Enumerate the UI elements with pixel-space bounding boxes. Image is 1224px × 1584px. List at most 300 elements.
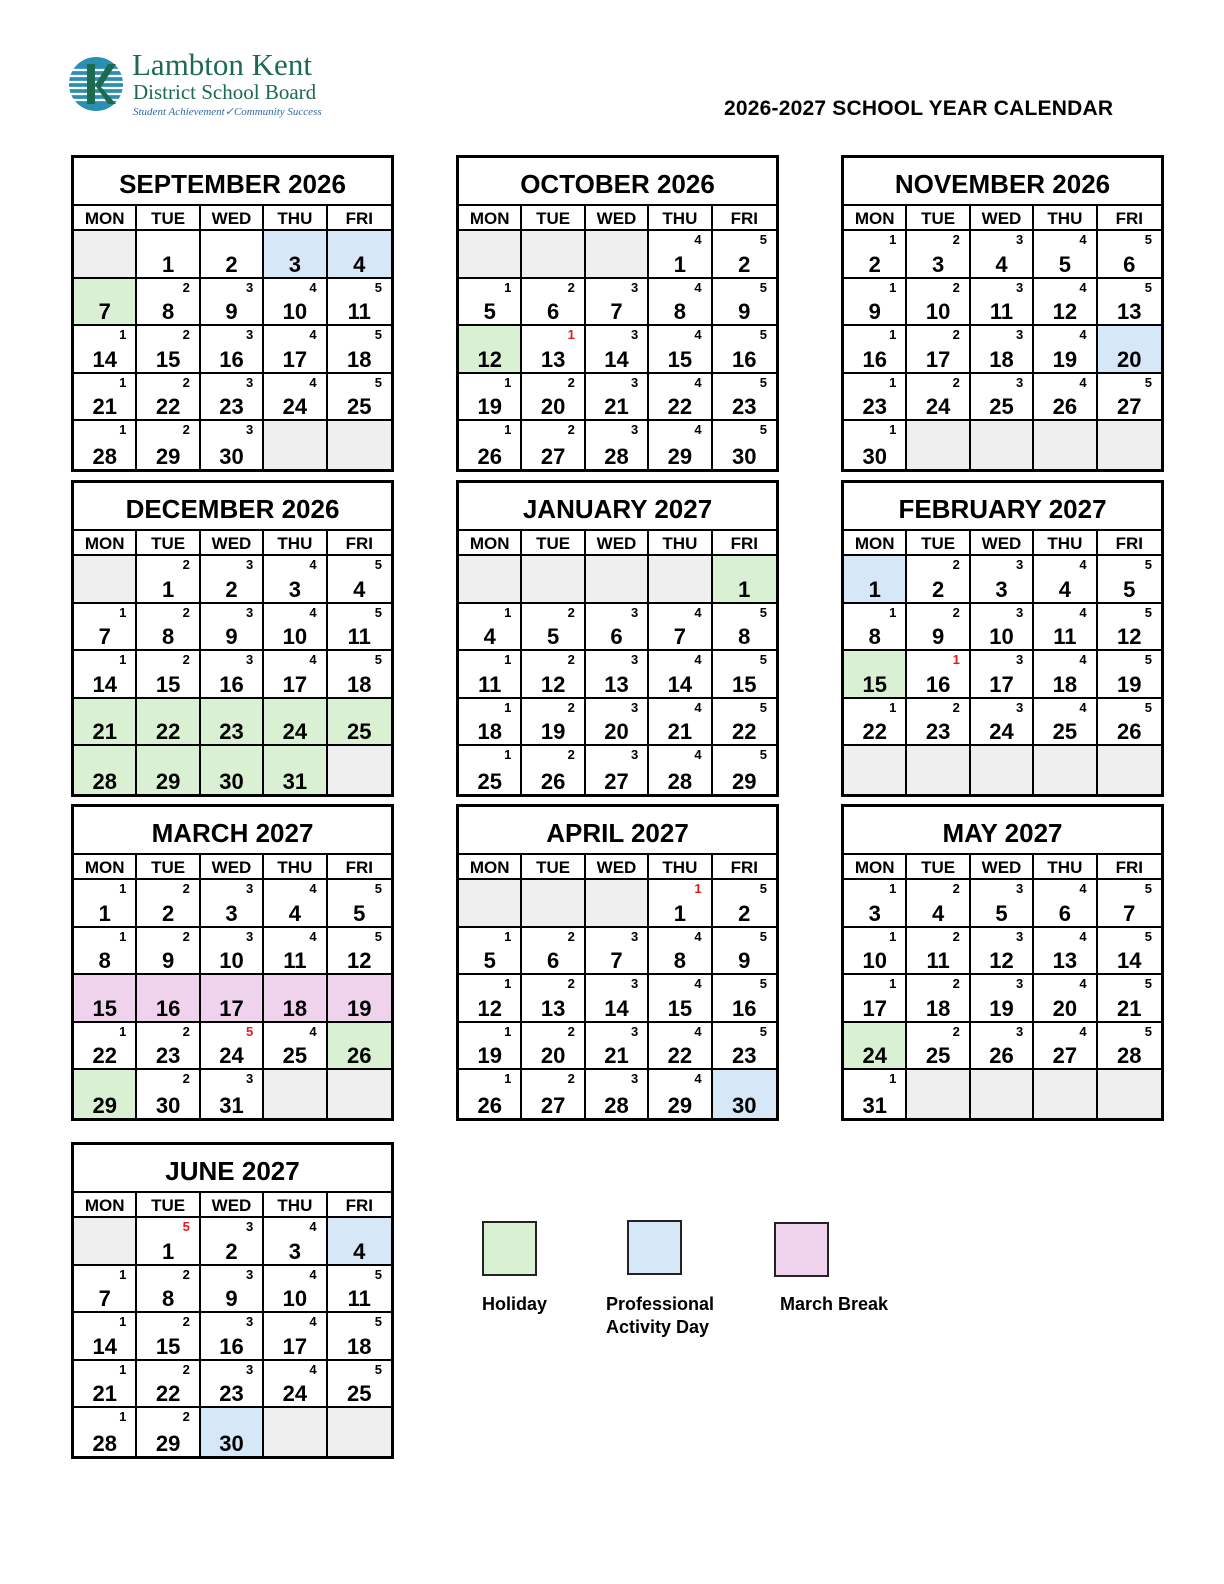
day-cell	[586, 975, 649, 1023]
weekday-header: THU	[1034, 855, 1097, 880]
date-number: 1	[98, 900, 111, 926]
cycle-day-number: 2	[182, 327, 190, 342]
month-title: MAY 2027	[844, 807, 1161, 855]
day-cell	[328, 231, 391, 279]
month-title: MARCH 2027	[74, 807, 391, 855]
day-cell	[1034, 556, 1097, 604]
empty-day-cell	[649, 556, 712, 604]
day-cell	[137, 421, 200, 469]
date-number: 10	[925, 299, 951, 324]
month-january-2027	[456, 480, 779, 797]
day-cell	[201, 1313, 264, 1361]
day-cell	[649, 746, 712, 794]
month-title: OCTOBER 2026	[459, 158, 776, 206]
weekday-header: THU	[264, 855, 327, 880]
cycle-day-number: 1	[889, 928, 897, 944]
weekday-header: MON	[844, 855, 907, 880]
day-cell	[264, 928, 327, 976]
day-cell	[137, 699, 200, 747]
empty-day-cell	[328, 1070, 391, 1118]
date-number: 31	[862, 1092, 887, 1118]
date-number: 18	[347, 671, 372, 697]
day-cell	[844, 699, 907, 747]
cycle-day-number: 5	[759, 422, 767, 437]
date-number: 9	[868, 299, 881, 324]
date-number: 19	[347, 995, 372, 1021]
day-cell	[74, 326, 137, 374]
weekday-header: FRI	[328, 531, 391, 556]
day-cell	[328, 651, 391, 699]
date-number: 28	[667, 768, 693, 794]
day-cell	[713, 975, 776, 1023]
empty-day-cell	[264, 1070, 327, 1118]
day-cell	[137, 326, 200, 374]
weekday-header: FRI	[328, 1193, 391, 1218]
cycle-day-number: 3	[245, 374, 254, 390]
date-number: 12	[477, 346, 502, 372]
date-number: 20	[540, 394, 566, 419]
cycle-day-number: 3	[1015, 1023, 1024, 1039]
day-cell	[586, 1023, 649, 1071]
weekday-header: TUE	[907, 855, 970, 880]
day-cell	[264, 651, 327, 699]
day-cell	[74, 421, 137, 469]
day-cell	[74, 1070, 137, 1118]
day-cell	[1098, 556, 1161, 604]
cycle-day-number: 5	[759, 928, 767, 944]
date-number: 21	[1117, 995, 1142, 1021]
cycle-day-number: 3	[1015, 928, 1024, 944]
day-cell	[201, 231, 264, 279]
weekday-header: THU	[1034, 206, 1097, 231]
month-june-2027	[71, 1142, 394, 1459]
cycle-day-number: 2	[952, 374, 960, 390]
cycle-day-number: 1	[119, 1409, 127, 1424]
day-cell	[137, 556, 200, 604]
day-cell	[1034, 326, 1097, 374]
cycle-day-number: 2	[182, 881, 190, 896]
cycle-day-number: 5	[759, 881, 767, 896]
cycle-day-number: 4	[694, 928, 702, 944]
cycle-day-number: 3	[630, 279, 639, 295]
cycle-day-number: 2	[567, 374, 575, 390]
date-number: 16	[862, 346, 887, 372]
date-number: 29	[667, 1092, 693, 1118]
weekday-header: WED	[586, 206, 649, 231]
cycle-day-number: 4	[694, 279, 702, 295]
day-cell	[201, 279, 264, 327]
weekday-header: WED	[201, 531, 264, 556]
date-number: 10	[219, 948, 244, 973]
cycle-day-number: 3	[245, 652, 254, 667]
day-cell	[907, 928, 970, 976]
cycle-day-number: 3	[630, 699, 639, 715]
date-number: 8	[868, 624, 881, 649]
day-cell	[74, 1266, 137, 1314]
cycle-day-number: 5	[759, 232, 767, 247]
weekday-header: FRI	[328, 206, 391, 231]
day-cell	[74, 1313, 137, 1361]
date-number: 1	[161, 576, 175, 602]
day-cell	[713, 699, 776, 747]
date-number: 26	[477, 1092, 502, 1118]
cycle-day-number: 1	[889, 976, 897, 991]
date-number: 27	[540, 1092, 566, 1118]
date-number: 11	[347, 624, 371, 649]
day-cell	[844, 604, 907, 652]
date-number: 25	[282, 1043, 308, 1068]
day-cell	[74, 699, 137, 747]
day-cell	[1098, 326, 1161, 374]
weekday-header: WED	[201, 1193, 264, 1218]
cycle-day-number: 3	[630, 327, 639, 342]
day-cell	[649, 1023, 712, 1071]
date-number: 25	[477, 768, 502, 794]
date-number: 26	[989, 1043, 1014, 1068]
date-number: 26	[347, 1043, 372, 1068]
weekday-header: THU	[264, 206, 327, 231]
month-grid	[844, 531, 1161, 794]
day-cell	[971, 556, 1034, 604]
month-title: DECEMBER 2026	[74, 483, 391, 531]
day-cell	[74, 1408, 137, 1456]
date-number: 24	[282, 1381, 308, 1406]
date-number: 13	[604, 671, 629, 697]
cycle-day-number: 1	[119, 1314, 127, 1329]
cycle-day-number: 3	[245, 1314, 254, 1329]
date-number: 2	[738, 900, 751, 926]
day-cell	[201, 1070, 264, 1118]
cycle-day-number: 3	[630, 928, 639, 944]
date-number: 28	[92, 443, 117, 469]
day-cell	[844, 279, 907, 327]
date-number: 3	[995, 576, 1008, 602]
day-cell	[328, 1266, 391, 1314]
cycle-day-number: 2	[182, 1409, 190, 1424]
month-title: SEPTEMBER 2026	[74, 158, 391, 206]
cycle-day-number: 3	[245, 279, 254, 295]
date-number: 29	[155, 443, 181, 469]
cycle-day-number: 2	[952, 928, 960, 944]
empty-day-cell	[586, 231, 649, 279]
day-cell	[844, 556, 907, 604]
date-number: 8	[673, 299, 687, 324]
day-cell	[1098, 975, 1161, 1023]
month-grid	[459, 855, 776, 1118]
date-number: 4	[995, 251, 1008, 277]
day-cell	[264, 699, 327, 747]
weekday-header: MON	[459, 531, 522, 556]
date-number: 22	[92, 1043, 117, 1068]
day-cell	[971, 374, 1034, 422]
empty-day-cell	[264, 1408, 327, 1456]
weekday-header: TUE	[137, 206, 200, 231]
date-number: 23	[219, 719, 244, 744]
date-number: 17	[989, 671, 1014, 697]
date-number: 6	[1123, 251, 1136, 277]
date-number: 8	[673, 948, 687, 973]
date-number: 18	[925, 995, 951, 1021]
empty-day-cell	[1098, 746, 1161, 794]
day-cell	[586, 374, 649, 422]
day-cell	[74, 604, 137, 652]
date-number: 9	[225, 1286, 238, 1311]
date-number: 24	[989, 719, 1014, 744]
legend-label-pa: Activity Day	[606, 1317, 710, 1337]
day-cell	[137, 374, 200, 422]
cycle-day-number: 5	[759, 976, 767, 991]
date-number: 10	[282, 624, 308, 649]
cycle-day-number: 1	[504, 422, 512, 437]
day-cell	[1098, 604, 1161, 652]
day-cell	[201, 746, 264, 794]
cycle-day-number: 2	[952, 279, 960, 295]
cycle-day-number: 1	[504, 1023, 512, 1039]
date-number: 31	[282, 768, 308, 794]
date-number: 2	[931, 576, 945, 602]
day-cell	[649, 326, 712, 374]
day-cell	[459, 975, 522, 1023]
day-cell	[328, 1023, 391, 1071]
day-cell	[907, 279, 970, 327]
day-cell	[328, 374, 391, 422]
day-cell	[201, 374, 264, 422]
date-number: 20	[540, 1043, 566, 1068]
date-number: 29	[155, 768, 181, 794]
cycle-day-number: 1	[119, 327, 127, 342]
day-cell	[649, 1070, 712, 1118]
day-cell	[522, 975, 585, 1023]
day-cell	[328, 326, 391, 374]
day-cell	[713, 1070, 776, 1118]
date-number: 19	[989, 995, 1014, 1021]
weekday-header: FRI	[328, 855, 391, 880]
date-number: 28	[92, 768, 117, 794]
empty-day-cell	[1098, 421, 1161, 469]
day-cell	[522, 746, 585, 794]
day-cell	[201, 880, 264, 928]
day-cell	[844, 975, 907, 1023]
cycle-day-number: 3	[630, 374, 639, 390]
day-cell	[907, 374, 970, 422]
cycle-day-number: 3	[630, 747, 639, 762]
date-number: 12	[1052, 299, 1078, 324]
day-cell	[459, 326, 522, 374]
day-cell	[328, 928, 391, 976]
day-cell	[713, 604, 776, 652]
cycle-day-number: 2	[182, 422, 190, 437]
date-number: 1	[868, 576, 881, 602]
cycle-day-number: 5	[759, 327, 767, 342]
day-cell	[713, 880, 776, 928]
date-number: 7	[610, 299, 623, 324]
date-number: 7	[610, 948, 623, 973]
date-number: 16	[219, 346, 244, 372]
cycle-day-number: 3	[1015, 652, 1024, 667]
date-number: 18	[347, 1333, 372, 1359]
day-cell	[1098, 1023, 1161, 1071]
cycle-day-number: 2	[182, 604, 190, 620]
date-number: 30	[862, 443, 887, 469]
day-cell	[328, 1313, 391, 1361]
cycle-day-number: 3	[1015, 279, 1024, 295]
cycle-day-number: 2	[567, 699, 575, 715]
weekday-header: MON	[74, 855, 137, 880]
cycle-day-number: 2	[182, 1266, 190, 1282]
date-number: 29	[155, 1430, 181, 1456]
cycle-day-number: 1	[119, 928, 127, 944]
day-cell	[1034, 279, 1097, 327]
empty-day-cell	[907, 1070, 970, 1118]
date-number: 21	[604, 1043, 629, 1068]
date-number: 27	[604, 768, 629, 794]
cycle-day-number: 5	[374, 1266, 382, 1282]
cycle-day-number: 4	[309, 1314, 317, 1329]
cycle-day-number: 4	[694, 652, 702, 667]
date-number: 10	[282, 1286, 308, 1311]
cycle-day-number: 3	[630, 604, 639, 620]
cycle-day-number: 3	[630, 422, 639, 437]
cycle-day-number: 2	[567, 422, 575, 437]
date-number: 16	[155, 995, 181, 1021]
day-cell	[844, 928, 907, 976]
day-cell	[201, 604, 264, 652]
cycle-day-number: 1	[119, 604, 127, 620]
cycle-day-number: 5	[374, 279, 382, 295]
day-cell	[328, 1361, 391, 1409]
day-cell	[328, 699, 391, 747]
day-cell	[586, 604, 649, 652]
weekday-header: FRI	[1098, 206, 1161, 231]
date-number: 3	[288, 576, 302, 602]
day-cell	[649, 231, 712, 279]
cycle-day-number: 1	[889, 279, 897, 295]
cycle-day-number: 1	[889, 374, 897, 390]
date-number: 29	[732, 768, 757, 794]
cycle-day-number: 1	[504, 928, 512, 944]
date-number: 26	[540, 768, 566, 794]
weekday-header: MON	[459, 855, 522, 880]
date-number: 19	[477, 1043, 502, 1068]
empty-day-cell	[1098, 1070, 1161, 1118]
day-cell	[713, 1023, 776, 1071]
day-cell	[971, 231, 1034, 279]
day-cell	[522, 279, 585, 327]
date-number: 18	[347, 346, 372, 372]
day-cell	[137, 1070, 200, 1118]
empty-day-cell	[264, 421, 327, 469]
day-cell	[201, 975, 264, 1023]
cycle-day-number: 3	[245, 557, 254, 572]
cycle-day-number: 1	[119, 652, 127, 667]
day-cell	[74, 651, 137, 699]
day-cell	[459, 1023, 522, 1071]
date-number: 19	[540, 719, 566, 744]
weekday-header: WED	[201, 206, 264, 231]
cycle-day-number: 3	[1015, 327, 1024, 342]
date-number: 17	[925, 346, 951, 372]
day-cell	[1098, 374, 1161, 422]
date-number: 28	[1117, 1043, 1142, 1068]
date-number: 9	[225, 624, 238, 649]
day-cell	[137, 1218, 200, 1266]
day-cell	[328, 975, 391, 1023]
day-cell	[971, 880, 1034, 928]
date-number: 30	[219, 443, 244, 469]
date-number: 22	[667, 394, 693, 419]
cycle-day-number: 5	[1144, 976, 1152, 991]
date-number: 23	[219, 1381, 244, 1406]
cycle-day-number: 3	[245, 881, 254, 896]
cycle-day-number: 1	[504, 279, 512, 295]
date-number: 11	[347, 1286, 371, 1311]
cycle-day-number: 3	[630, 1071, 639, 1086]
day-cell	[201, 1361, 264, 1409]
month-grid	[459, 206, 776, 469]
date-number: 16	[219, 671, 244, 697]
date-number: 3	[225, 900, 238, 926]
day-cell	[713, 651, 776, 699]
cycle-day-number: 3	[630, 1023, 639, 1039]
day-cell	[586, 746, 649, 794]
weekday-header: FRI	[1098, 531, 1161, 556]
date-number: 17	[282, 671, 308, 697]
day-cell	[137, 604, 200, 652]
weekday-header: THU	[264, 1193, 327, 1218]
cycle-day-number: 5	[1144, 881, 1152, 896]
date-number: 6	[546, 948, 560, 973]
cycle-day-number: 5	[759, 604, 767, 620]
cycle-day-number: 5	[1144, 557, 1152, 572]
day-cell	[137, 1023, 200, 1071]
date-number: 4	[1058, 576, 1072, 602]
weekday-header: TUE	[907, 531, 970, 556]
date-number: 29	[92, 1092, 117, 1118]
date-number: 5	[353, 900, 366, 926]
date-number: 14	[604, 995, 629, 1021]
day-cell	[649, 651, 712, 699]
cycle-day-number: 1	[119, 1023, 127, 1039]
cycle-day-number: 5	[759, 374, 767, 390]
day-cell	[649, 421, 712, 469]
day-cell	[713, 374, 776, 422]
date-number: 30	[155, 1092, 181, 1118]
empty-day-cell	[328, 1408, 391, 1456]
month-grid	[74, 206, 391, 469]
cycle-day-number: 5	[759, 699, 767, 715]
date-number: 23	[219, 394, 244, 419]
weekday-header: TUE	[137, 531, 200, 556]
month-april-2027	[456, 804, 779, 1121]
weekday-header: FRI	[1098, 855, 1161, 880]
logo-name: Lambton Kent	[132, 47, 312, 82]
cycle-day-number: 4	[309, 557, 317, 572]
day-cell	[264, 279, 327, 327]
day-cell	[264, 1361, 327, 1409]
empty-day-cell	[971, 421, 1034, 469]
day-cell	[907, 231, 970, 279]
date-number: 15	[155, 346, 181, 372]
date-number: 31	[219, 1092, 244, 1118]
month-title: FEBRUARY 2027	[844, 483, 1161, 531]
date-number: 21	[92, 394, 117, 419]
month-may-2027	[841, 804, 1164, 1121]
weekday-header: MON	[74, 206, 137, 231]
date-number: 5	[995, 900, 1008, 926]
date-number: 24	[925, 394, 951, 419]
empty-day-cell	[328, 746, 391, 794]
legend-label-holiday: Holiday	[482, 1294, 548, 1314]
